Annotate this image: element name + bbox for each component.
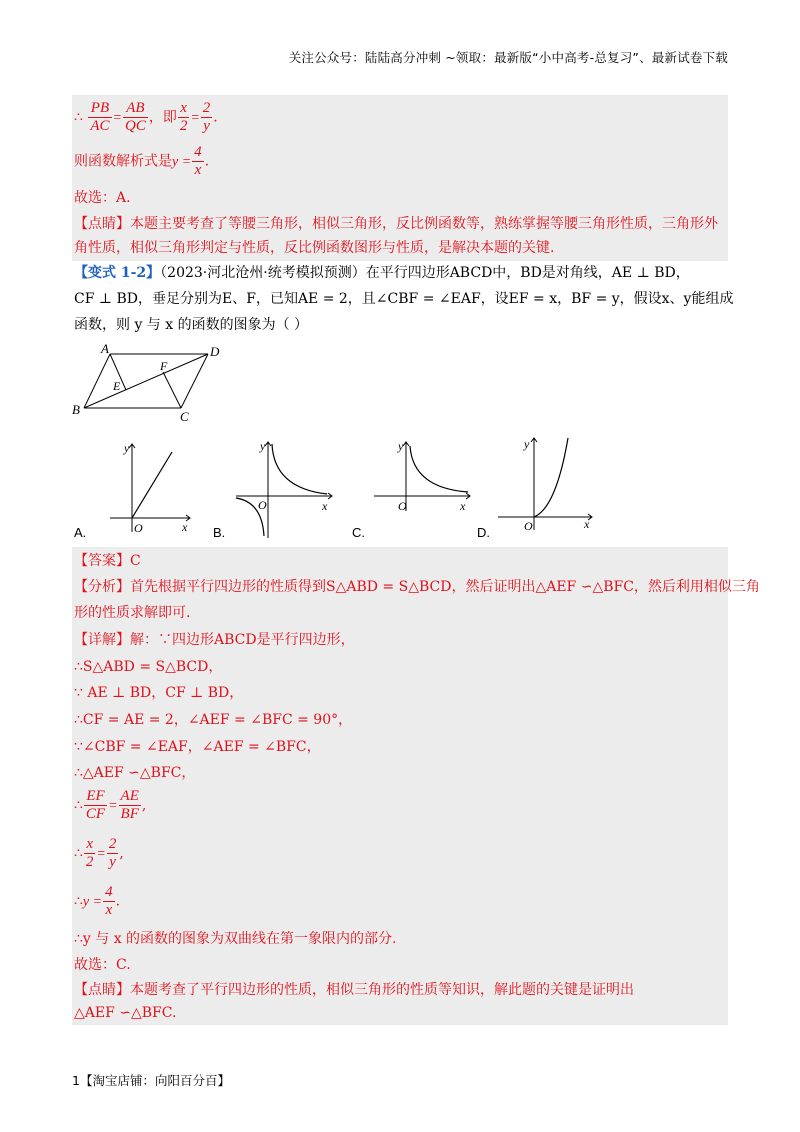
label-b: B <box>72 402 80 417</box>
analysis-line-1: 【分析】首先根据平行四边形的性质得到S△ABD = S△BCD，然后证明出△AEF ∽△BFC，然后利用相似三角 <box>74 579 760 595</box>
detail-line-3: ∴CF = AE = 2，∠AEF = ∠BFC = 90°， <box>74 712 353 728</box>
detail-line-1: ∴S△ABD = S△BCD， <box>74 659 223 675</box>
remark-line-4: △AEF ∽△BFC. <box>74 1005 177 1021</box>
label-a: A <box>101 341 109 356</box>
option-d-graph <box>494 432 599 532</box>
variant-tag: 【变式 1-2】 <box>74 265 161 281</box>
label-c: C <box>180 409 189 424</box>
svg-text:O: O <box>398 499 407 513</box>
svg-text:x: x <box>322 499 328 513</box>
option-b-label: B. <box>213 525 226 540</box>
parallelogram-figure <box>68 338 238 428</box>
svg-text:x: x <box>584 517 590 531</box>
svg-text:y: y <box>524 437 530 451</box>
problem-line-2: CF ⊥ BD，垂足分别为E、F，已知AE = 2，且∠CBF = ∠EAF，设EF = x，BF = y，假设x、y能组成 <box>74 291 734 307</box>
detail-line-5: ∴△AEF ∽△BFC， <box>74 765 196 781</box>
detail-line-9: ∴y 与 x 的函数的图象为双曲线在第一象限内的部分. <box>74 931 397 947</box>
option-c-label: C. <box>352 525 365 540</box>
problem-line-3: 函数，则 y 与 x 的函数的图象为（ ） <box>74 317 309 333</box>
answer-line: 【答案】C <box>74 553 141 569</box>
detail-line-6: ∴ $\frac{EF}{CF}$ = $\frac{AE}{BF}$ , <box>74 788 147 822</box>
problem-line-1: 【变式 1-2】（2023·河北沧州·统考模拟预测）在平行四边形ABCD中，BD是对角线，AE ⊥ BD， <box>74 265 690 281</box>
function-line: 则函数解析式是y = $\frac{4}{x}$ . <box>74 144 210 178</box>
detail-line-10: 故选：C. <box>74 957 131 973</box>
option-d-label: D. <box>477 525 490 540</box>
svg-text:O: O <box>524 519 533 532</box>
remark-line-2: 角性质，相似三角形判定与性质，反比例函数图形与性质，是解决本题的关键. <box>74 240 555 256</box>
svg-text:y: y <box>260 439 266 453</box>
svg-text:y: y <box>398 439 404 453</box>
detail-line-8: ∴y = $\frac{4}{x}$ . <box>74 884 121 918</box>
detail-line-7: ∴ $\frac{x}{2}$ = $\frac{2}{y}$ , <box>74 836 124 870</box>
option-a-label: A. <box>74 525 87 540</box>
analysis-line-2: 形的性质求解即可. <box>74 605 191 621</box>
label-d: D <box>210 344 220 359</box>
option-a-graph <box>102 436 197 536</box>
svg-text:O: O <box>134 521 143 535</box>
remark-line-1: 【点睛】本题主要考查了等腰三角形，相似三角形，反比例函数等，熟练掌握等腰三角形性质，三角形外 <box>74 216 718 232</box>
ratio-line: ∴ $\frac{PB}{AC}$ = $\frac{AB}{QC}$ ，即 $\frac{x}{2}$ = $\frac{2}{y}$ . <box>74 100 218 134</box>
page-header: 关注公众号：陆陆高分冲刺 ~领取：最新版“小中高考-总复习”、最新试卷下载 <box>288 50 728 65</box>
svg-text:x: x <box>460 499 466 513</box>
svg-text:O: O <box>258 498 267 512</box>
svg-text:y: y <box>124 441 130 455</box>
label-f: F <box>160 359 168 373</box>
choice-a-line: 故选：A. <box>74 190 131 206</box>
option-b-graph <box>232 436 342 541</box>
label-e: E <box>113 379 121 393</box>
detail-line-2: ∵ AE ⊥ BD，CF ⊥ BD， <box>74 685 244 701</box>
option-c-graph <box>370 436 480 526</box>
detail-line-4: ∵∠CBF = ∠EAF，∠AEF = ∠BFC， <box>74 739 321 755</box>
page-footer: 1【淘宝店铺：向阳百分百】 <box>72 1073 230 1088</box>
svg-text:x: x <box>182 520 188 534</box>
remark-line-3: 【点睛】本题考查了平行四边形的性质，相似三角形的性质等知识，解此题的关键是证明出 <box>74 982 634 998</box>
detail-line-0: 【详解】解：∵四边形ABCD是平行四边形， <box>74 632 355 648</box>
